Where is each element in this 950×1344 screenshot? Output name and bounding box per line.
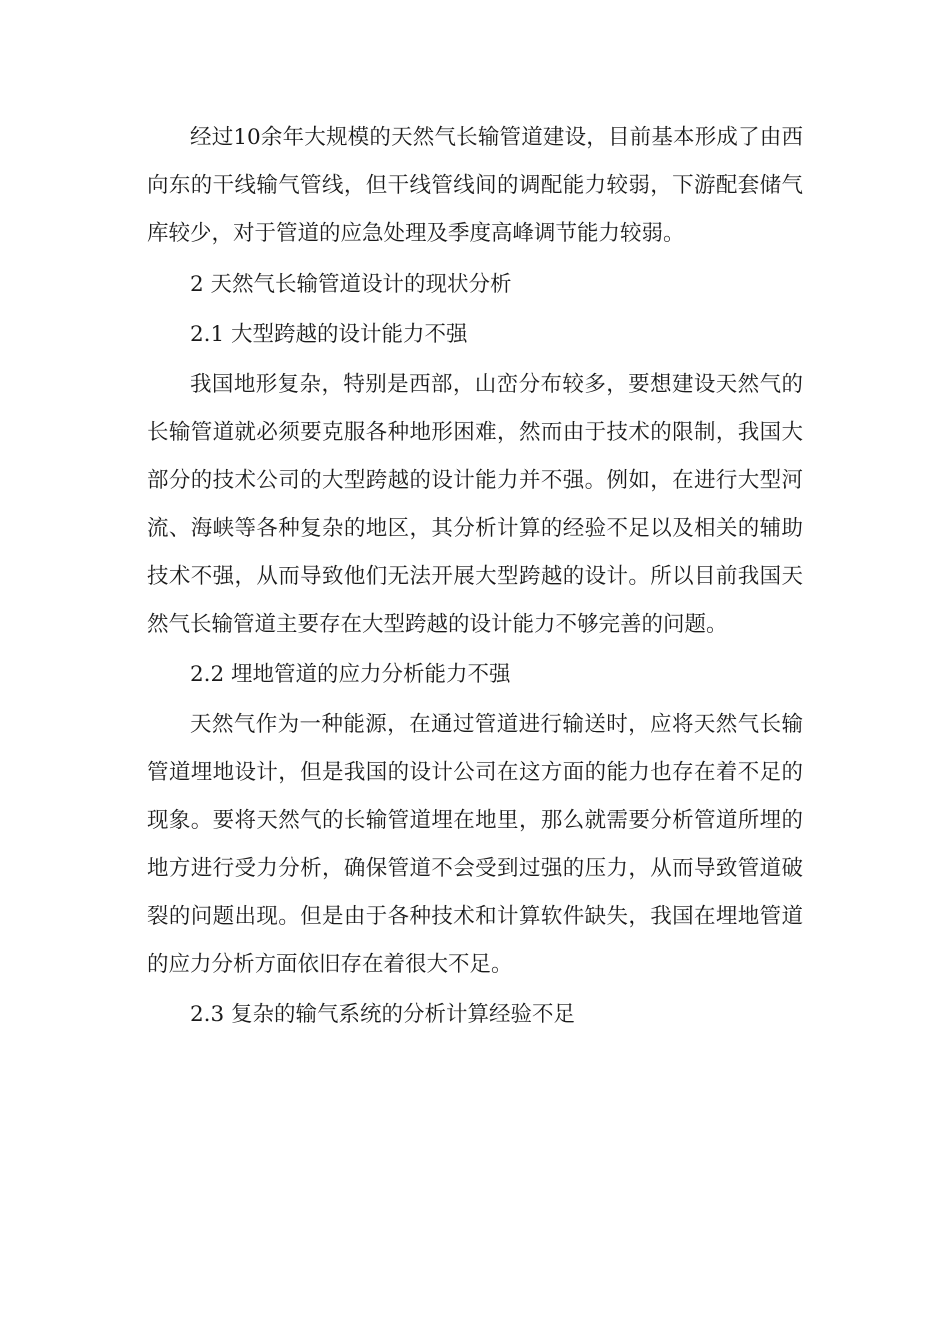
section-heading-2-3: 2.3 复杂的输气系统的分析计算经验不足 (190, 1002, 576, 1027)
section-heading-2: 2 天然气长输管道设计的现状分析 (190, 272, 512, 297)
section-heading-2-1: 2.1 大型跨越的设计能力不强 (190, 322, 468, 347)
paragraph-intro: 经过10余年大规模的天然气长输管道建设，目前基本形成了由西向东的干线输气管线，但干线管线间的调配能力较弱，下游配套储气库较少，对于管道的应急处理及季度高峰调节能力较弱。 (147, 125, 803, 246)
paragraph-buried-pipeline: 天然气作为一种能源，在通过管道进行输送时，应将天然气长输管道埋地设计，但是我国的设计公司在这方面的能力也存在着不足的现象。要将天然气的长输管道埋在地里，那么就需要分析管道所埋的地方进行受力分析，确保管道不会受到过强的压力，从而导致管道破裂的问题出现。但是由于各种技术和计算软件缺失，我国在埋地管道的应力分析方面依旧存在着很大不足。 (147, 712, 803, 977)
document-page (147, 114, 803, 1041)
section-heading-2-2: 2.2 埋地管道的应力分析能力不强 (190, 662, 511, 687)
paragraph-large-crossing: 我国地形复杂，特别是西部，山峦分布较多，要想建设天然气的长输管道就必须要克服各种地形困难，然而由于技术的限制，我国大部分的技术公司的大型跨越的设计能力并不强。例如，在进行大型河流、海峡等各种复杂的地区，其分析计算的经验不足以及相关的辅助技术不强，从而导致他们无法开展大型跨越的设计。所以目前我国天然气长输管道主要存在大型跨越的设计能力不够完善的问题。 (147, 372, 803, 637)
